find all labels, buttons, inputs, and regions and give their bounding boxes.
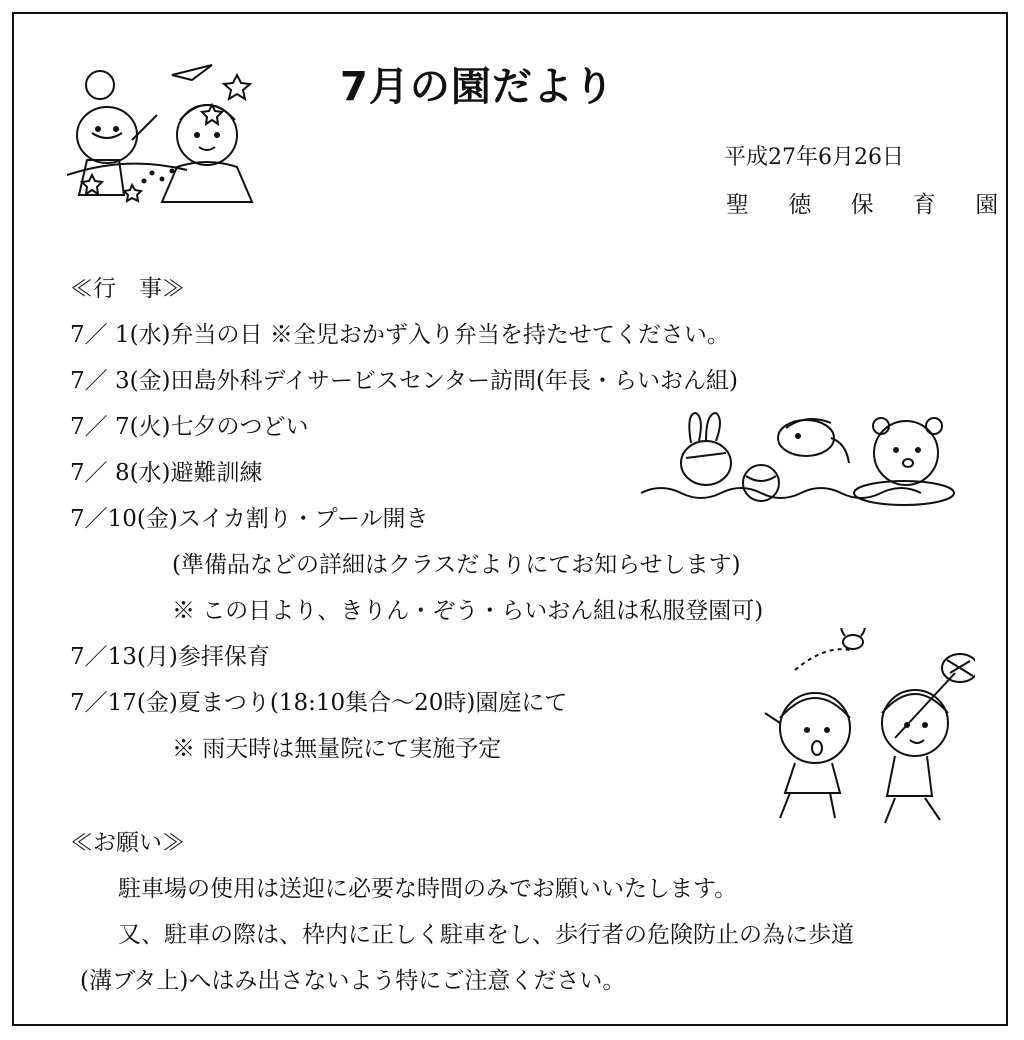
organization-name: 聖 徳 保 育 園 <box>726 192 1015 218</box>
events-heading: ≪行 事≫ <box>70 276 185 302</box>
event-item: 7／ 1(水)弁当の日 ※全児おかず入り弁当を持たせてください。 <box>70 322 730 348</box>
event-note: ※ この日より、きりん・ぞう・らいおん組は私服登園可) <box>172 598 764 624</box>
swimming-animals-illustration <box>636 408 966 518</box>
event-item: 7／ 7(火)七夕のつどい <box>70 414 309 440</box>
tanabata-illustration <box>62 55 282 215</box>
request-paragraph: 又、駐車の際は、枠内に正しく駐車をし、歩行者の危険防止の為に歩道 <box>118 922 854 948</box>
event-item: 7／17(金)夏まつり(18:10集合～20時)園庭にて <box>70 690 568 716</box>
request-paragraph: (溝ブタ上)へはみ出さないよう特にご注意ください。 <box>80 968 626 994</box>
event-item: 7／13(月)参拝保育 <box>70 644 270 670</box>
issue-date: 平成27年6月26日 <box>724 145 904 170</box>
event-item: 7／ 8(水)避難訓練 <box>70 460 263 486</box>
page-title: 7月の園だより <box>340 64 615 110</box>
request-paragraph: 駐車場の使用は送迎に必要な時間のみでお願いいたします。 <box>118 876 738 902</box>
event-item: 7／10(金)スイカ割り・プール開き <box>70 506 429 532</box>
requests-heading: ≪お願い≫ <box>70 830 185 856</box>
event-item: 7／ 3(金)田島外科デイサービスセンター訪問(年長・らいおん組) <box>70 368 738 394</box>
event-note: ※ 雨天時は無量院にて実施予定 <box>172 736 502 762</box>
children-firefly-illustration <box>755 628 975 828</box>
event-note: (準備品などの詳細はクラスだよりにてお知らせします) <box>172 552 741 578</box>
